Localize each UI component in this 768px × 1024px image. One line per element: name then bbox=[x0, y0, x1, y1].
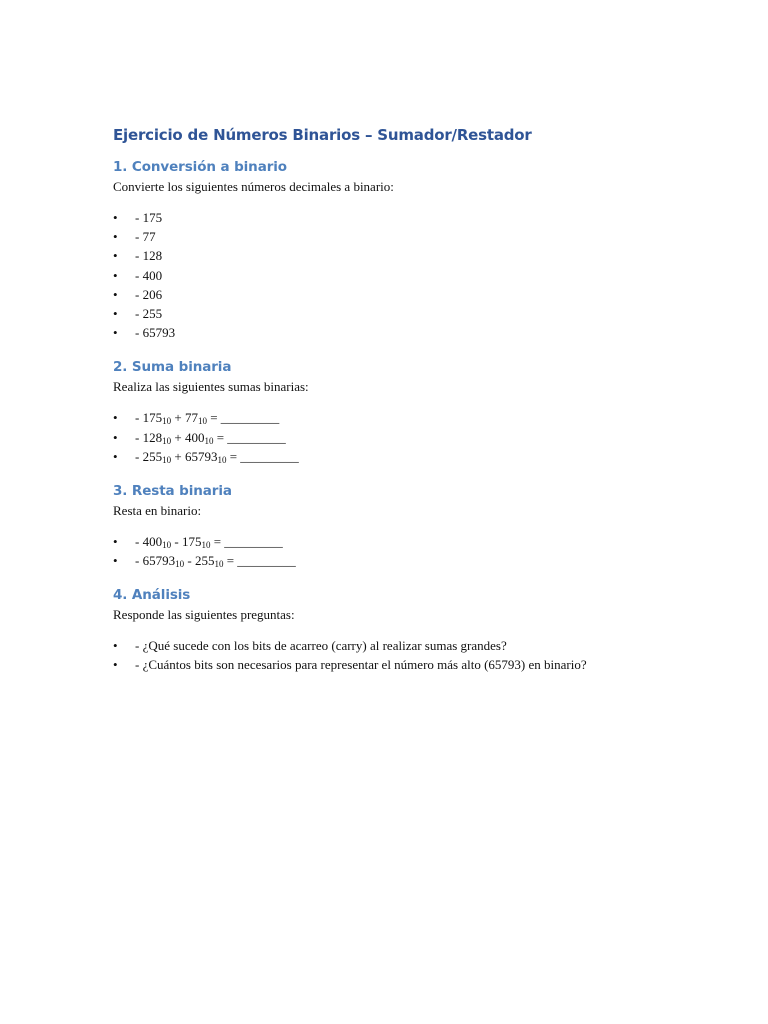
list-item: • - ¿Qué sucede con los bits de acarreo (carry) al realizar sumas grandes? bbox=[113, 636, 673, 655]
bullet-icon: • bbox=[113, 325, 118, 341]
resta-list bbox=[113, 532, 673, 570]
bullet-icon: • bbox=[113, 448, 118, 464]
section-intro-suma: Realiza las siguientes sumas binarias: bbox=[113, 379, 309, 395]
list-item: • - 77 bbox=[113, 227, 673, 246]
bullet-icon: • bbox=[113, 429, 118, 445]
conversion-list bbox=[113, 208, 673, 342]
list-item: • - 206 bbox=[113, 285, 673, 304]
list-item: • - $128_{10} + 400_{10}$ = _________ bbox=[113, 429, 286, 446]
analisis-list bbox=[113, 636, 673, 674]
section-intro-resta: Resta en binario: bbox=[113, 502, 202, 518]
bullet-icon: • bbox=[113, 210, 118, 225]
suma-list bbox=[113, 408, 673, 466]
list-item: • - $400_{10} - 175_{10}$ = _________ bbox=[113, 533, 283, 550]
bullet-icon: • bbox=[113, 533, 118, 549]
section-intro-analisis: Responde las siguientes preguntas: bbox=[113, 607, 295, 623]
bullet-icon: • bbox=[113, 410, 118, 426]
bullet-icon: • bbox=[113, 638, 118, 654]
list-item: • - 128 bbox=[113, 246, 673, 265]
list-item: • - ¿Cuántos bits son necesarios para representar el número más alto (65793) en binario? bbox=[113, 655, 673, 674]
list-item: • - 400 bbox=[113, 266, 673, 285]
document-title: Ejercicio de Números Binarios – Sumador/Restador bbox=[113, 126, 532, 144]
list-item: • - 65793 bbox=[113, 323, 673, 342]
list-item: • - 255 bbox=[113, 304, 673, 323]
bullet-icon: • bbox=[113, 305, 118, 321]
bullet-icon: • bbox=[113, 286, 118, 302]
section-intro-conversion: Convierte los siguientes números decimales a binario: bbox=[113, 179, 394, 194]
section-heading-conversion: 1. Conversión a binario bbox=[113, 159, 287, 175]
bullet-icon: • bbox=[113, 267, 118, 283]
section-heading-resta: 3. Resta binaria bbox=[113, 482, 232, 499]
document-body bbox=[113, 124, 673, 691]
bullet-icon: • bbox=[113, 229, 118, 245]
section-heading-suma: 2. Suma binaria bbox=[113, 359, 232, 376]
section-heading-analisis: 4. Análisis bbox=[113, 587, 191, 604]
list-item: • - $65793_{10} - 255_{10}$ = _________ bbox=[113, 553, 296, 570]
list-item: • - $255_{10} + 65793_{10}$ = _________ bbox=[113, 448, 299, 465]
list-item: • - 175 bbox=[113, 208, 673, 227]
bullet-icon: • bbox=[113, 248, 118, 264]
bullet-icon: • bbox=[113, 553, 118, 569]
list-item: • - $175_{10} + 77_{10}$ = _________ bbox=[113, 410, 280, 427]
bullet-icon: • bbox=[113, 657, 118, 673]
